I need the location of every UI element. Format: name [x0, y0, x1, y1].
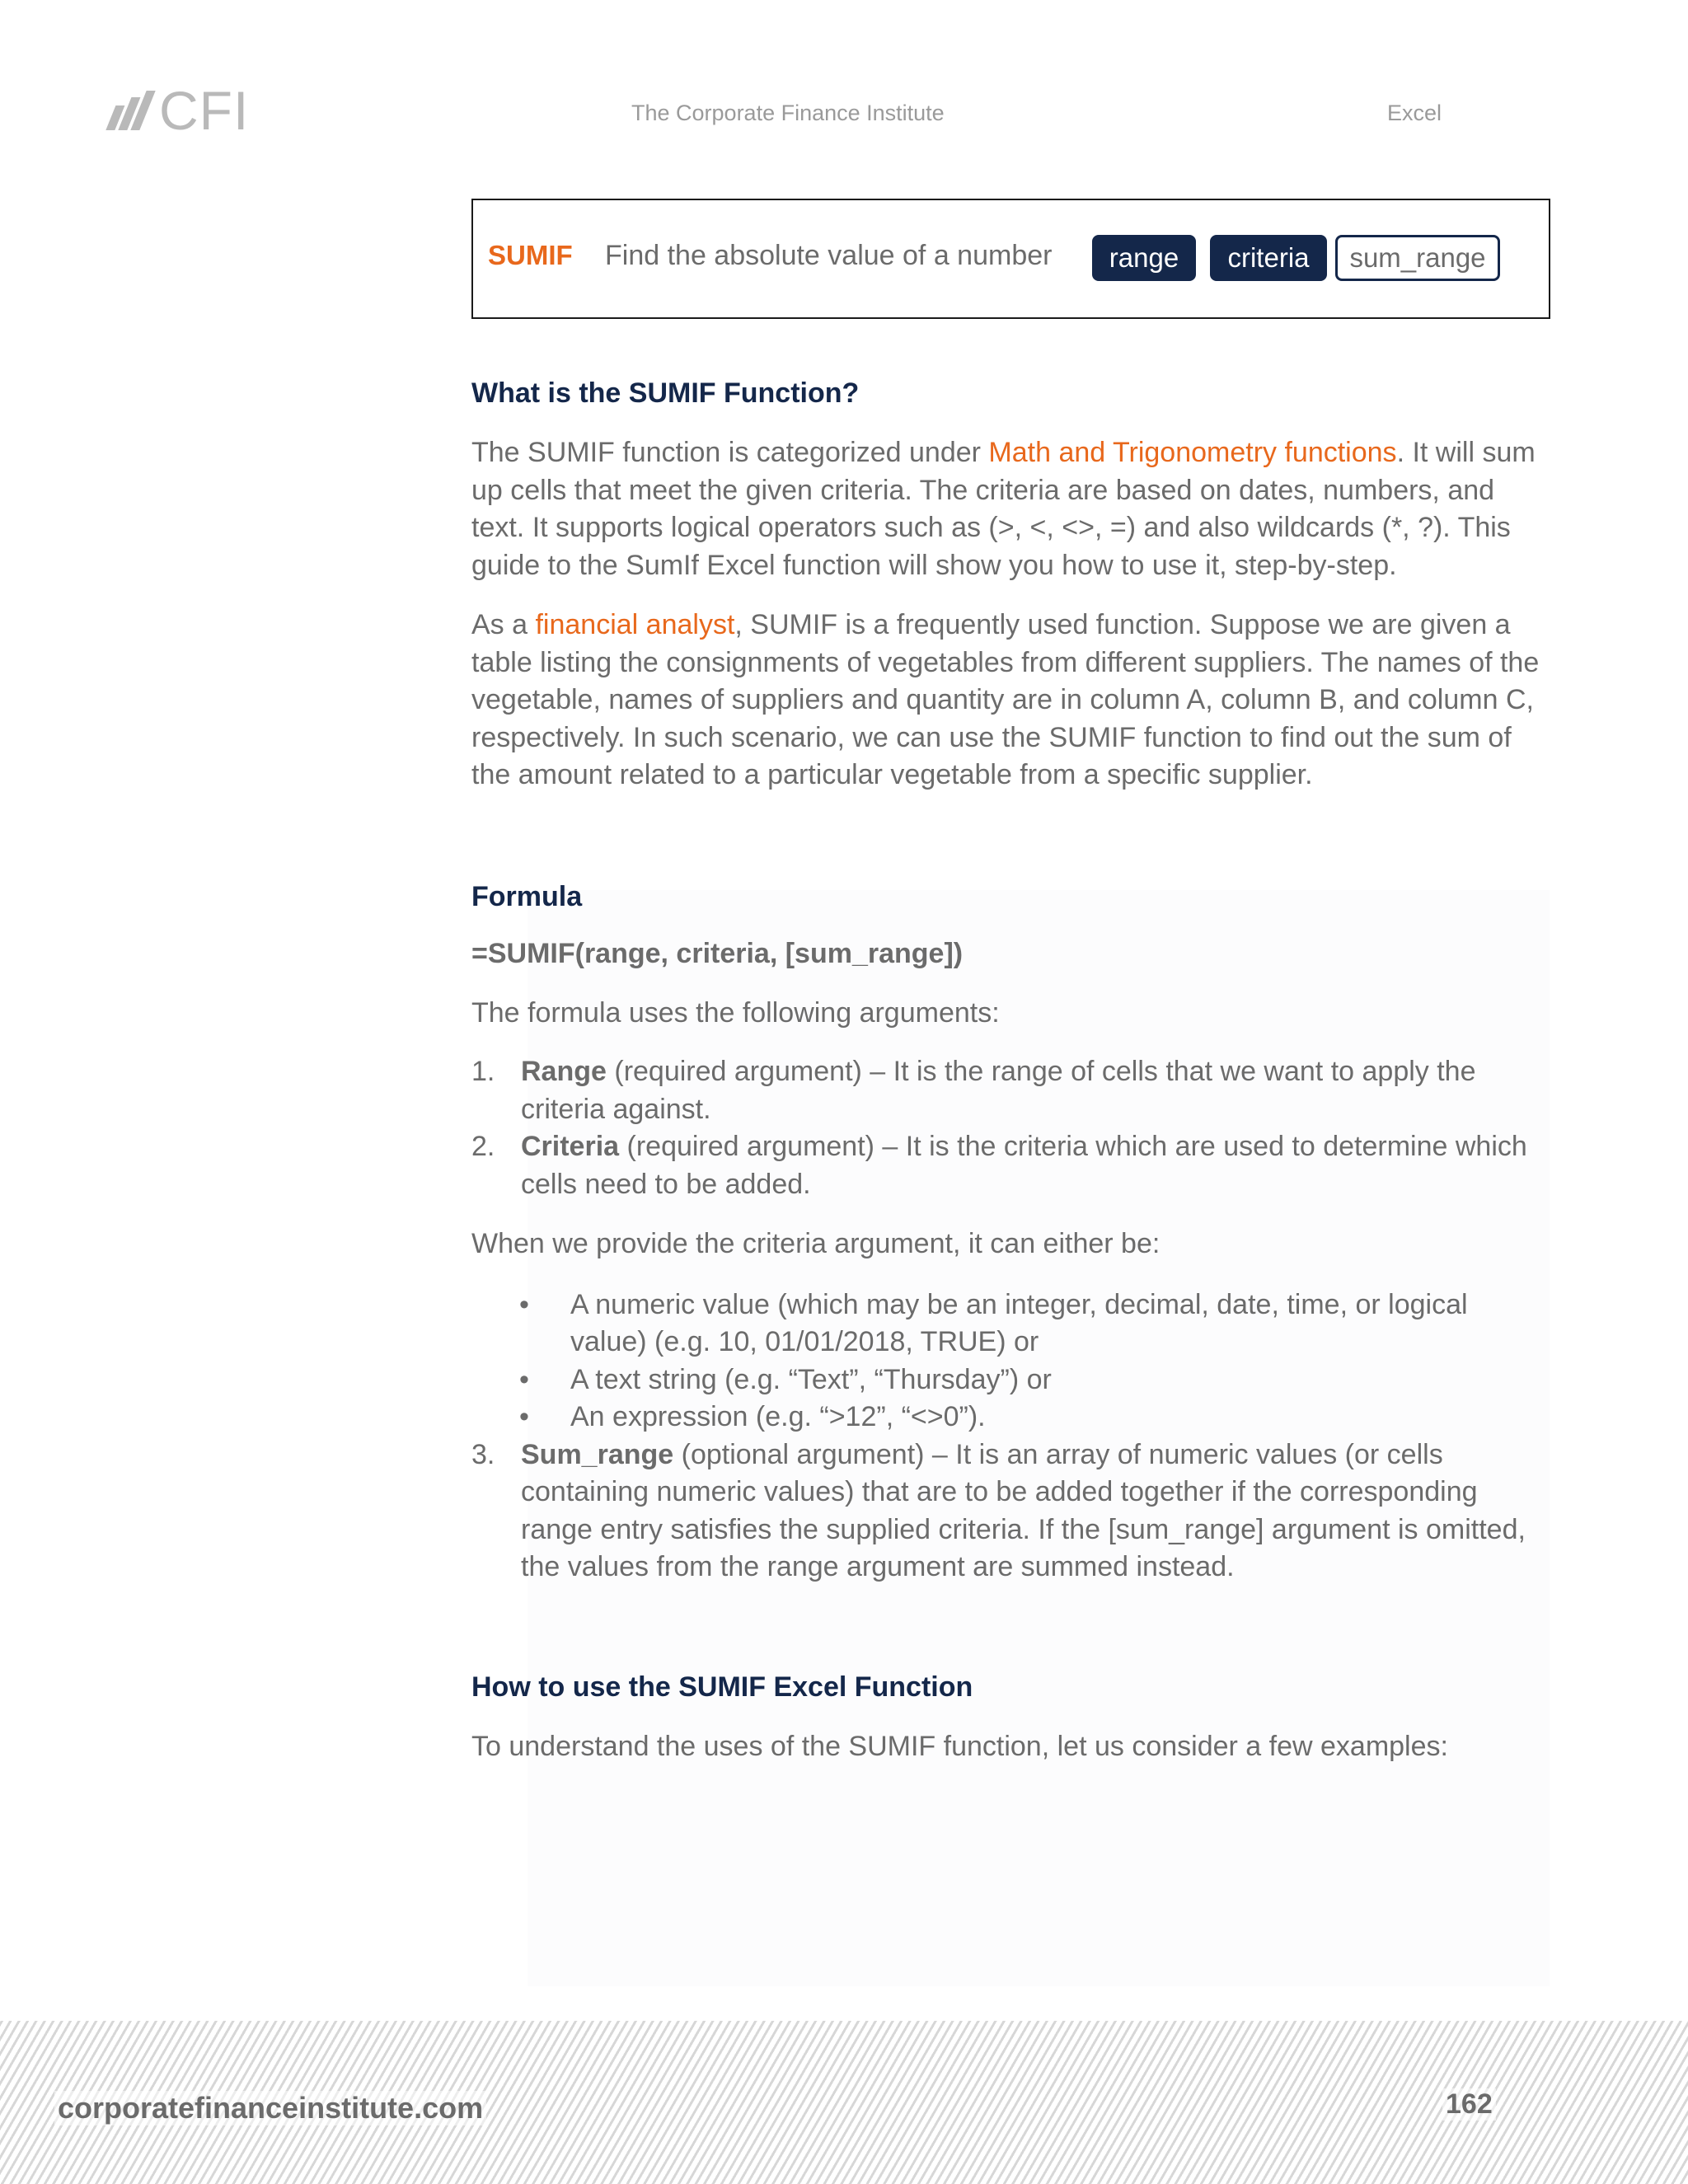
page-number: 162 — [1442, 2088, 1496, 2121]
function-syntax-box — [471, 199, 1550, 319]
list-item-sum-range — [471, 1436, 1543, 1586]
arg-text: (required argument) – It is the criteria which are used to determine which cells need to be added. — [521, 1131, 1527, 1200]
page-footer — [0, 2021, 1688, 2184]
list-number: 3. — [471, 1438, 495, 1470]
text: . It will sum up cells that meet the given criteria. The criteria are based on dates, numbers, and text. It supports logical operators such as (>, <, <>, =) and also wildcards (*, ?). This guide to the SumIf Excel function will show you how to use it, step-by-step. — [471, 437, 1536, 581]
arg-term: Range — [521, 1056, 607, 1087]
bullet-icon: • — [519, 1401, 529, 1432]
arg-pill-range: range — [1092, 235, 1196, 281]
function-name: SUMIF — [488, 240, 573, 270]
criteria-bullets — [471, 1286, 1543, 1436]
text: The SUMIF function is categorized under — [471, 437, 989, 468]
cfi-logo — [114, 80, 250, 141]
bullet-text: A numeric value (which may be an integer, decimal, date, time, or logical value) (e.g. 10, 01/01/2018, TRUE) or — [570, 1288, 1468, 1357]
link-financial-analyst[interactable]: financial analyst — [535, 609, 735, 640]
bullet-text: A text string (e.g. “Text”, “Thursday”) or — [570, 1363, 1052, 1395]
bullet-icon: • — [519, 1363, 529, 1395]
heading-formula: Formula — [471, 880, 583, 912]
list-number: 1. — [471, 1056, 495, 1087]
bullet-text: An expression (e.g. “>12”, “<>0”). — [570, 1401, 986, 1432]
argument-list-continued — [471, 1436, 1543, 1586]
argument-list — [471, 1053, 1543, 1203]
list-item-range — [471, 1053, 1543, 1128]
list-item-criteria — [471, 1128, 1543, 1203]
heading-how-to: How to use the SUMIF Excel Function — [471, 1671, 973, 1703]
list-item — [471, 1399, 1543, 1436]
formula-syntax: =SUMIF(range, criteria, [sum_range]) — [471, 937, 964, 969]
paragraph-intro — [471, 434, 1543, 584]
function-description: Find the absolute value of a number — [605, 240, 1053, 271]
arg-term: Criteria — [521, 1131, 620, 1162]
article-body — [471, 377, 1543, 1765]
arg-term: Sum_range — [521, 1438, 674, 1470]
list-item — [471, 1361, 1543, 1399]
arg-pill-sum-range: sum_range — [1335, 235, 1500, 281]
formula-intro: The formula uses the following arguments: — [471, 996, 1000, 1029]
list-item — [471, 1286, 1543, 1361]
arg-pill-criteria: criteria — [1210, 235, 1327, 281]
arg-text: (required argument) – It is the range of cells that we want to apply the criteria against. — [521, 1056, 1476, 1125]
header-title: The Corporate Finance Institute — [631, 101, 945, 125]
footer-site-url: corporatefinanceinstitute.com — [54, 2091, 486, 2125]
paragraph-analyst — [471, 607, 1543, 794]
logo-text: CFI — [159, 80, 250, 141]
bullet-icon: • — [519, 1288, 529, 1320]
list-number: 2. — [471, 1131, 495, 1162]
text: As a — [471, 609, 536, 640]
header-section: Excel — [1387, 101, 1442, 125]
heading-what-is: What is the SUMIF Function? — [471, 377, 860, 409]
link-math-trig-functions[interactable]: Math and Trigonometry functions — [988, 437, 1397, 468]
arg-text: (optional argument) – It is an array of numeric values (or cells containing numeric values) that are to be added together if the corresponding range entry satisfies the supplied criteria. If the [sum_range] argument is omitted, the values from the range argument are summed instead. — [521, 1438, 1526, 1582]
text: , SUMIF is a frequently used function. Suppose we are given a table listing the consignments of vegetables from different suppliers. The names of the vegetable, names of suppliers and quantity are in column A, column B, and column C, respectively. In such scenario, we can use the SUMIF function to find out the sum of the amount related to a particular vegetable from a specific supplier. — [471, 609, 1540, 790]
how-to-text: To understand the uses of the SUMIF function, let us consider a few examples: — [471, 1730, 1448, 1762]
logo-stripes-icon — [106, 91, 155, 130]
criteria-intro: When we provide the criteria argument, it can either be: — [471, 1228, 1160, 1259]
